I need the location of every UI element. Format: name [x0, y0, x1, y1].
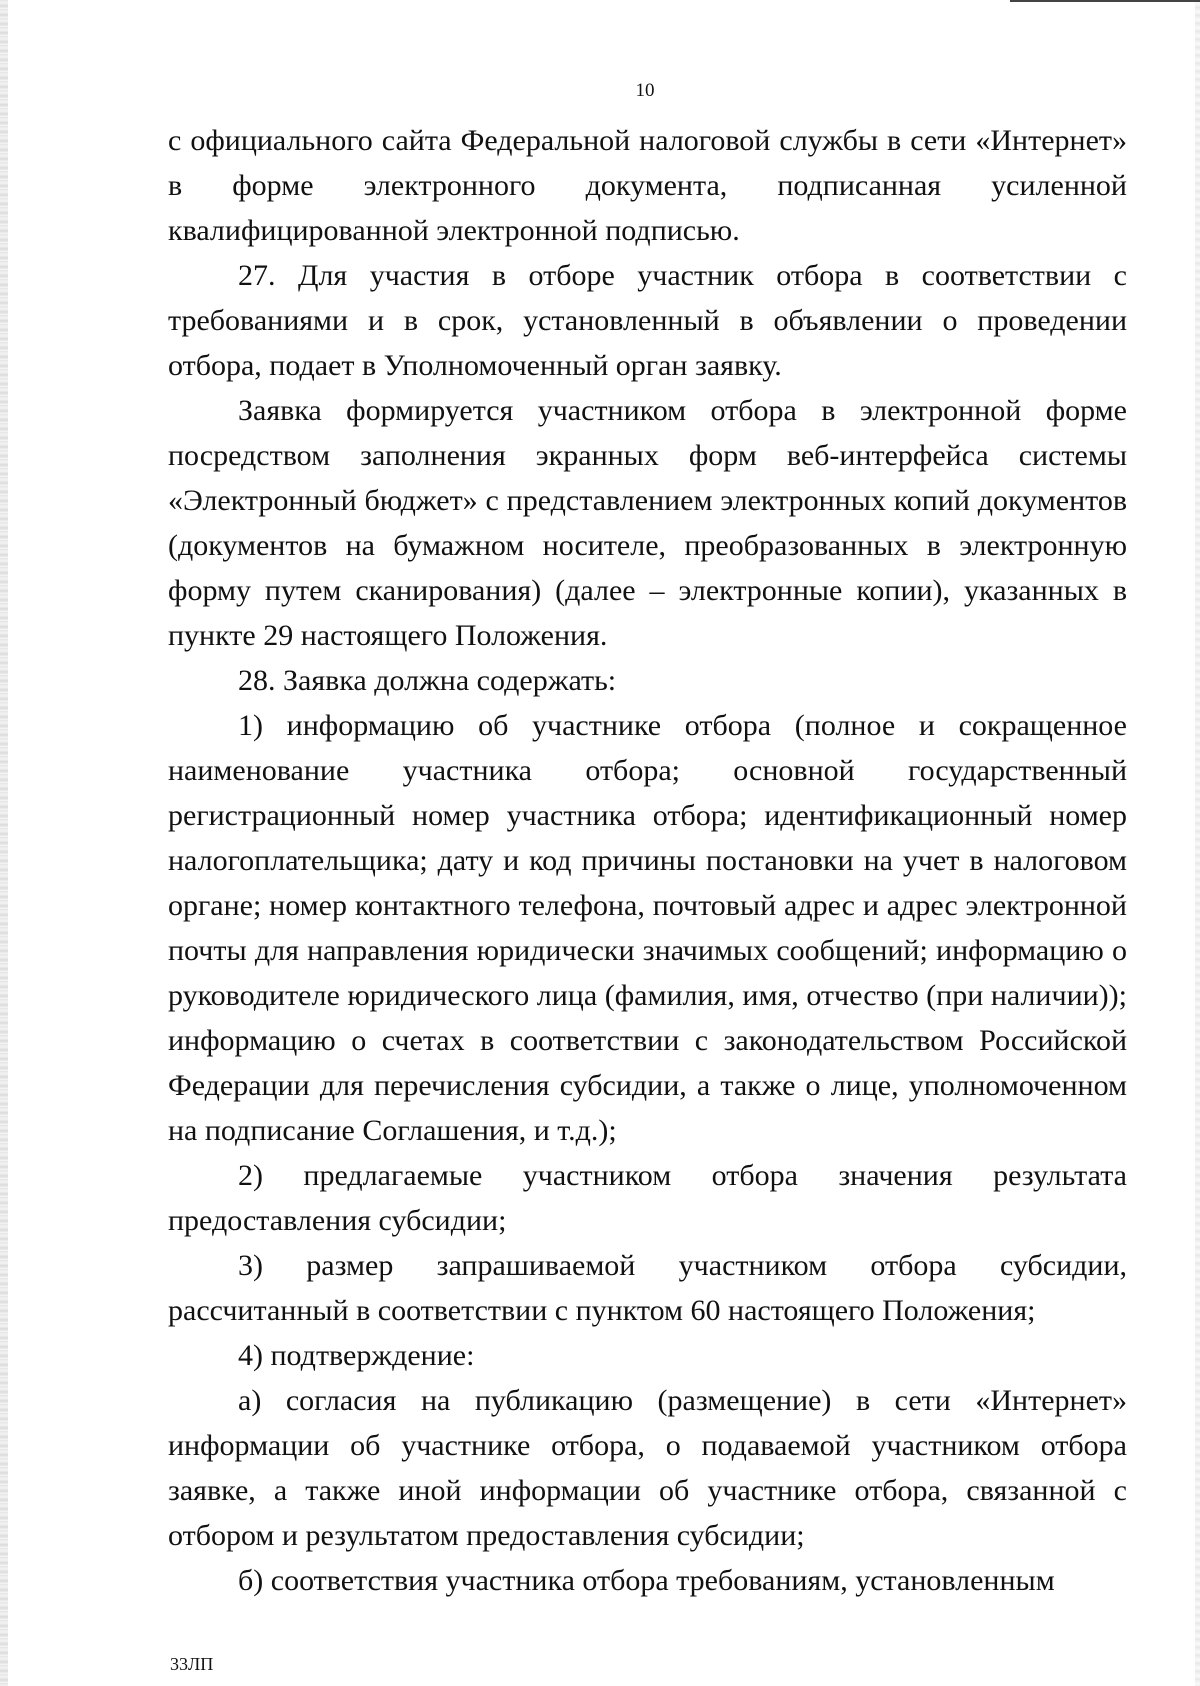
list-item-4: 4) подтверждение: [238, 1339, 475, 1372]
page-number: 10 [635, 80, 655, 101]
paragraph-continuation: с официального сайта Федеральной налоговой службы в сети «Интернет» в форме электронного документа, подписанная усиленной квалифицированной электронной подписью. [168, 124, 1127, 247]
footer-document-code: 33ЛП [170, 1654, 214, 1674]
paragraph-application-form: Заявка формируется участником отбора в электронной форме посредством заполнения экранных форм веб-интерфейса системы «Электронный бюджет» с представлением электронных копий документов (документов на бумажном носителе, преобразованных в электронную форму путем сканирования) (далее – электронные копии), указанных в пункте 29 настоящего Положения. [168, 394, 1127, 652]
top-edge-line [1010, 0, 1200, 2]
scan-right-edge [1195, 0, 1200, 1686]
list-item-2: 2) предлагаемые участником отбора значения результата предоставления субсидии; [168, 1159, 1127, 1237]
paragraph-27: 27. Для участия в отборе участник отбора в соответствии с требованиями и в срок, установленный в объявлении о проведении отбора, подает в Уполномоченный орган заявку. [168, 259, 1127, 382]
list-item-3: 3) размер запрашиваемой участником отбора субсидии, рассчитанный в соответствии с пунктом 60 настоящего Положения; [168, 1249, 1127, 1327]
subitem-b: б) соответствия участника отбора требованиям, установленным [238, 1564, 1055, 1597]
list-item-1: 1) информацию об участнике отбора (полное и сокращенное наименование участника отбора; основной государственный регистрационный номер участника отбора; идентификационный номер налогоплательщика; дату и код причины постановки на учет в налоговом органе; номер контактного телефона, почтовый адрес и адрес электронной почты для направления юридически значимых сообщений; информацию о руководителе юридического лица (фамилия, имя, отчество (при наличии)); информацию о счетах в соответствии с законодательством Российской Федерации для перечисления субсидии, а также о лице, уполномоченном на подписание Соглашения, и т.д.); [168, 709, 1127, 1147]
document-body [168, 118, 1127, 1603]
scan-left-edge [0, 0, 8, 1686]
paragraph-28: 28. Заявка должна содержать: [238, 664, 617, 697]
subitem-a: а) согласия на публикацию (размещение) в сети «Интернет» информации об участнике отбора, о подаваемой участником отбора заявке, а также иной информации об участнике отбора, связанной с отбором и результатом предоставления субсидии; [168, 1384, 1127, 1552]
